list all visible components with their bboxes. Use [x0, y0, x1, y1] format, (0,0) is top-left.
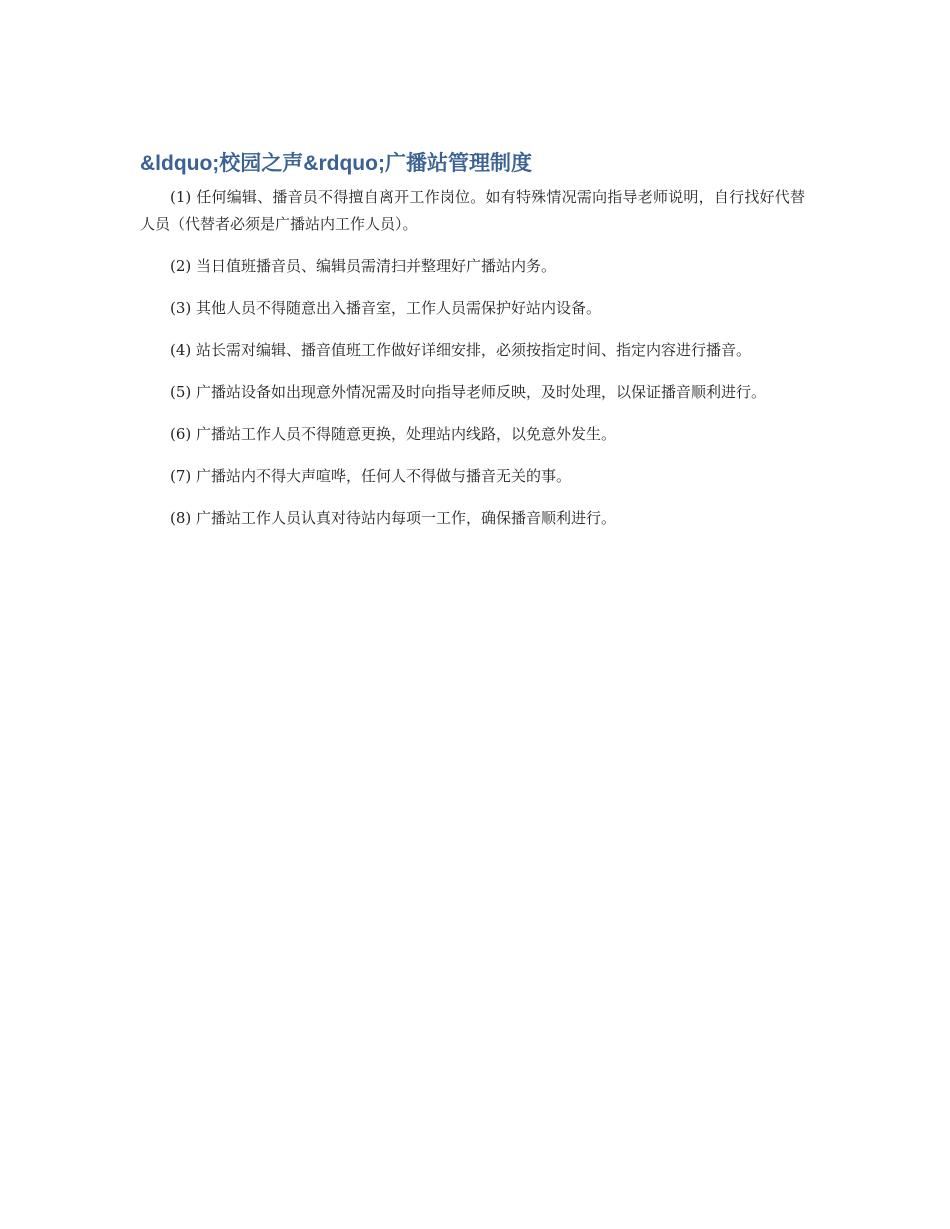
rule-paragraph-4: (4) 站长需对编辑、播音值班工作做好详细安排，必须按指定时间、指定内容进行播音。: [170, 341, 752, 359]
rule-paragraph-5: (5) 广播站设备如出现意外情况需及时向指导老师反映，及时处理，以保证播音顺利进行。: [170, 383, 767, 401]
rule-paragraph-2: (2) 当日值班播音员、编辑员需清扫并整理好广播站内务。: [170, 257, 557, 275]
document-body: [140, 150, 805, 547]
rule-paragraph-6: (6) 广播站工作人员不得随意更换，处理站内线路，以免意外发生。: [170, 425, 617, 443]
rule-paragraph-3: (3) 其他人员不得随意出入播音室，工作人员需保护好站内设备。: [170, 299, 602, 317]
rule-paragraph-1: (1) 任何编辑、播音员不得擅自离开工作岗位。如有特殊情况需向指导老师说明，自行找好代替人员（代替者必须是广播站内工作人员）。: [140, 188, 805, 233]
document-title: &ldquo;校园之声&rdquo;广播站管理制度: [140, 152, 532, 175]
rule-paragraph-7: (7) 广播站内不得大声喧哗，任何人不得做与播音无关的事。: [170, 467, 572, 485]
rule-paragraph-8: (8) 广播站工作人员认真对待站内每项一工作，确保播音顺利进行。: [170, 509, 617, 527]
